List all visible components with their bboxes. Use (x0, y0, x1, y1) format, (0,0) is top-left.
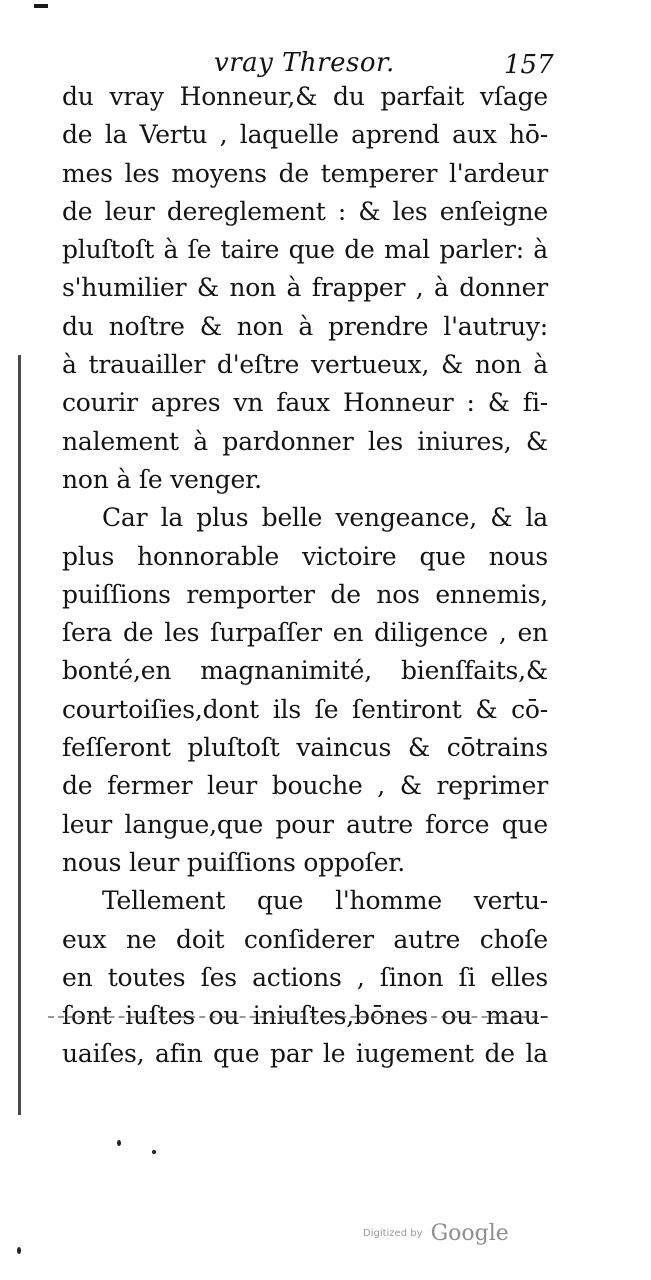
text-line: s'humilier & non à frapper , à donner (62, 273, 548, 303)
digitized-label: Digitized by (363, 1228, 423, 1239)
page-edge-rule (18, 355, 21, 1115)
catchline-underline (48, 1016, 548, 1018)
page-number: 157 (504, 50, 554, 80)
text-line: du vray Honneur,& du parfait vſage (62, 82, 548, 111)
text-line: bonté,en magnanimité, bienſfaits,& (62, 656, 548, 686)
text-line: puiſſions remporter de nos ennemis, (62, 579, 548, 609)
text-line: courir apres vn faux Honneur : & fi- (62, 388, 548, 418)
scan-speck (17, 1247, 21, 1254)
text-line: courtoiſies,dont ils ſe ſentiront & cō- (62, 694, 548, 724)
text-line: à trauailler d'eſtre vertueux, & non à (62, 350, 548, 380)
text-line: de la Vertu , laquelle aprend aux hō- (62, 120, 548, 150)
text-line: en toutes ſes actions , ſinon ſi elles (62, 962, 548, 992)
text-line: uaiſes, afin que par le iugement de la (62, 1039, 548, 1069)
text-line: ſera de les ſurpaſſer en diligence , en (62, 618, 548, 648)
google-logo: Google (430, 1221, 509, 1246)
running-title: vray Thresor. (214, 48, 395, 78)
body-text (62, 78, 548, 1074)
text-line: de fermer leur bouche , & reprimer (62, 771, 548, 801)
text-line: nalement à pardonner les iniures, & (62, 426, 548, 456)
text-line: plus honnorable victoire que nous (62, 541, 548, 571)
text-line: leur langue,que pour autre force que (62, 809, 548, 839)
text-line: de leur dereglement : & les enſeigne (62, 196, 548, 226)
scan-speck (152, 1150, 156, 1154)
digitized-watermark (363, 1221, 509, 1246)
scan-mark (34, 4, 48, 8)
text-line: Car la plus belle vengeance, & la (102, 503, 548, 533)
scan-speck (117, 1140, 121, 1146)
text-line: Tellement que l'homme vertu- (102, 886, 548, 916)
text-line: mes les moyens de temperer l'ardeur (62, 158, 548, 188)
text-line: pluſtoſt à ſe taire que de mal parler: à (62, 235, 548, 265)
text-line: nous leur puiſſions oppoſer. (62, 847, 406, 877)
text-line: du noſtre & non à prendre l'autruy: (62, 311, 548, 341)
text-line: ſont iuſtes ou iniuſtes,bōnes ou mau- (62, 1001, 548, 1031)
text-line: feſſeront pluſtoſt vaincus & cōtrains (62, 733, 548, 763)
text-line: non à ſe venger. (62, 464, 262, 494)
text-line: eux ne doit conſiderer autre choſe (62, 924, 548, 954)
